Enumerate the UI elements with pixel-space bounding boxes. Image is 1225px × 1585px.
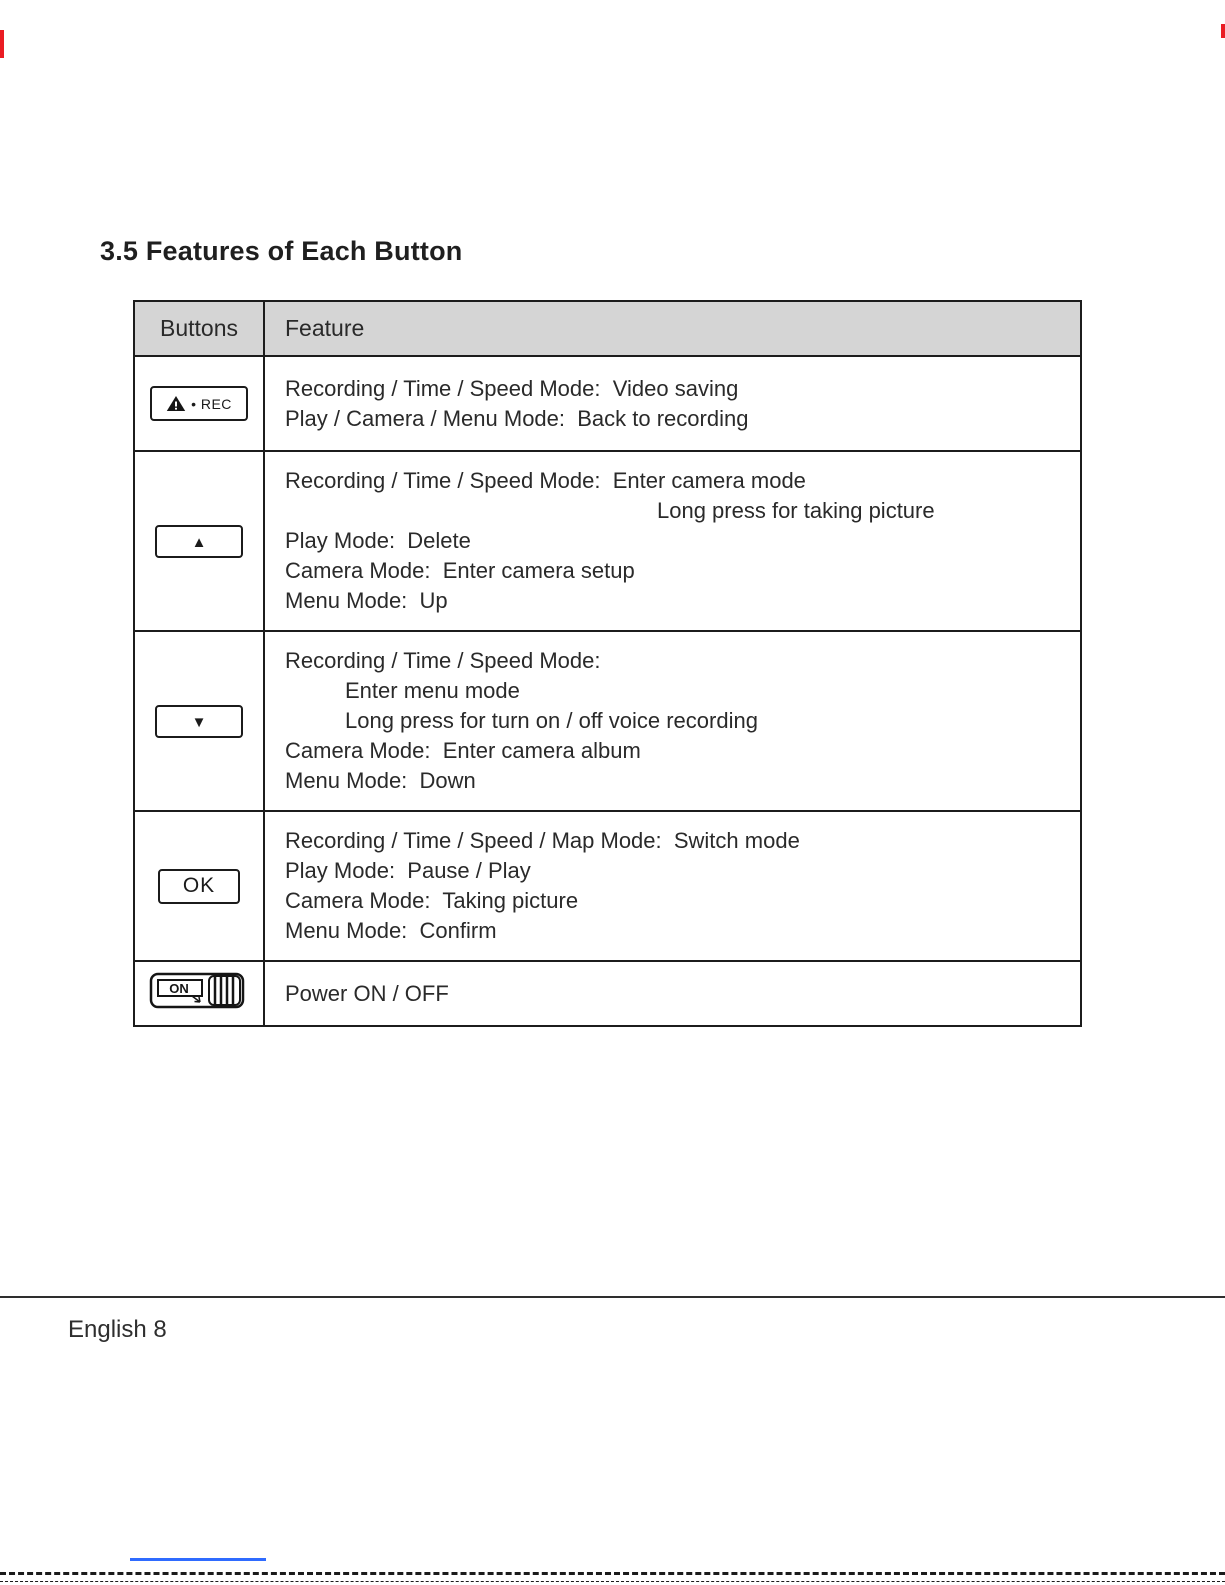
up-arrow-icon: ▲ [191,533,207,551]
feature-line: Menu Mode: Confirm [285,918,497,943]
down-arrow-icon: ▼ [191,713,207,731]
column-header-feature: Feature [264,301,1081,356]
feature-line: Camera Mode: Enter camera album [285,738,641,763]
feature-line: Play / Camera / Menu Mode: Back to recording [285,405,749,431]
feature-line: Menu Mode: Up [285,588,448,613]
power-switch-icon [149,969,249,1013]
ok-button-icon [158,869,240,904]
feature-cell [264,631,1081,811]
table-row [134,631,1081,811]
bottom-dashed-edge [0,1572,1225,1575]
button-cell [134,961,264,1026]
features-table [133,300,1082,1027]
feature-cell [264,356,1081,451]
footer-divider [0,1296,1225,1298]
feature-line: Power ON / OFF [285,980,449,1006]
rec-button-icon [150,386,248,421]
table-header-row [134,301,1081,356]
feature-line: Recording / Time / Speed Mode: [285,648,601,673]
table-row [134,356,1081,451]
page-footer-text: English 8 [68,1316,167,1343]
ok-button-label: OK [182,874,216,897]
scan-mark-red-left [0,30,4,58]
feature-cell [264,811,1081,961]
button-cell [134,356,264,451]
bottom-dashed-edge-thin [0,1581,1225,1582]
scan-mark-red-right [1221,24,1225,38]
feature-line: Recording / Time / Speed / Map Mode: Switch mode [285,828,800,853]
feature-line: Camera Mode: Enter camera setup [285,558,635,583]
up-button-icon [155,525,243,558]
feature-line: Long press for taking picture [657,498,935,523]
table-row [134,961,1081,1026]
feature-line: Camera Mode: Taking picture [285,888,579,913]
down-button-icon [155,705,243,738]
feature-cell [264,961,1081,1026]
column-header-buttons: Buttons [134,301,264,356]
feature-line: Recording / Time / Speed Mode: Video saving [285,375,739,401]
feature-line: Enter menu mode [345,678,520,703]
table-row [134,451,1081,631]
feature-line: Long press for turn on / off voice recording [345,708,758,733]
rec-button-label: • REC [191,395,232,412]
button-cell [134,451,264,631]
page-title: 3.5 Features of Each Button [100,236,463,266]
feature-line: Menu Mode: Down [285,768,476,793]
button-cell [134,811,264,961]
blue-underline-mark [130,1558,266,1561]
power-switch-on-label: ON [169,981,189,996]
feature-line: Recording / Time / Speed Mode: Enter camera mode [285,468,806,493]
feature-line: Play Mode: Pause / Play [285,858,531,883]
feature-cell [264,451,1081,631]
warning-triangle-icon [166,395,186,412]
button-cell [134,631,264,811]
feature-line: Play Mode: Delete [285,528,471,553]
table-row [134,811,1081,961]
